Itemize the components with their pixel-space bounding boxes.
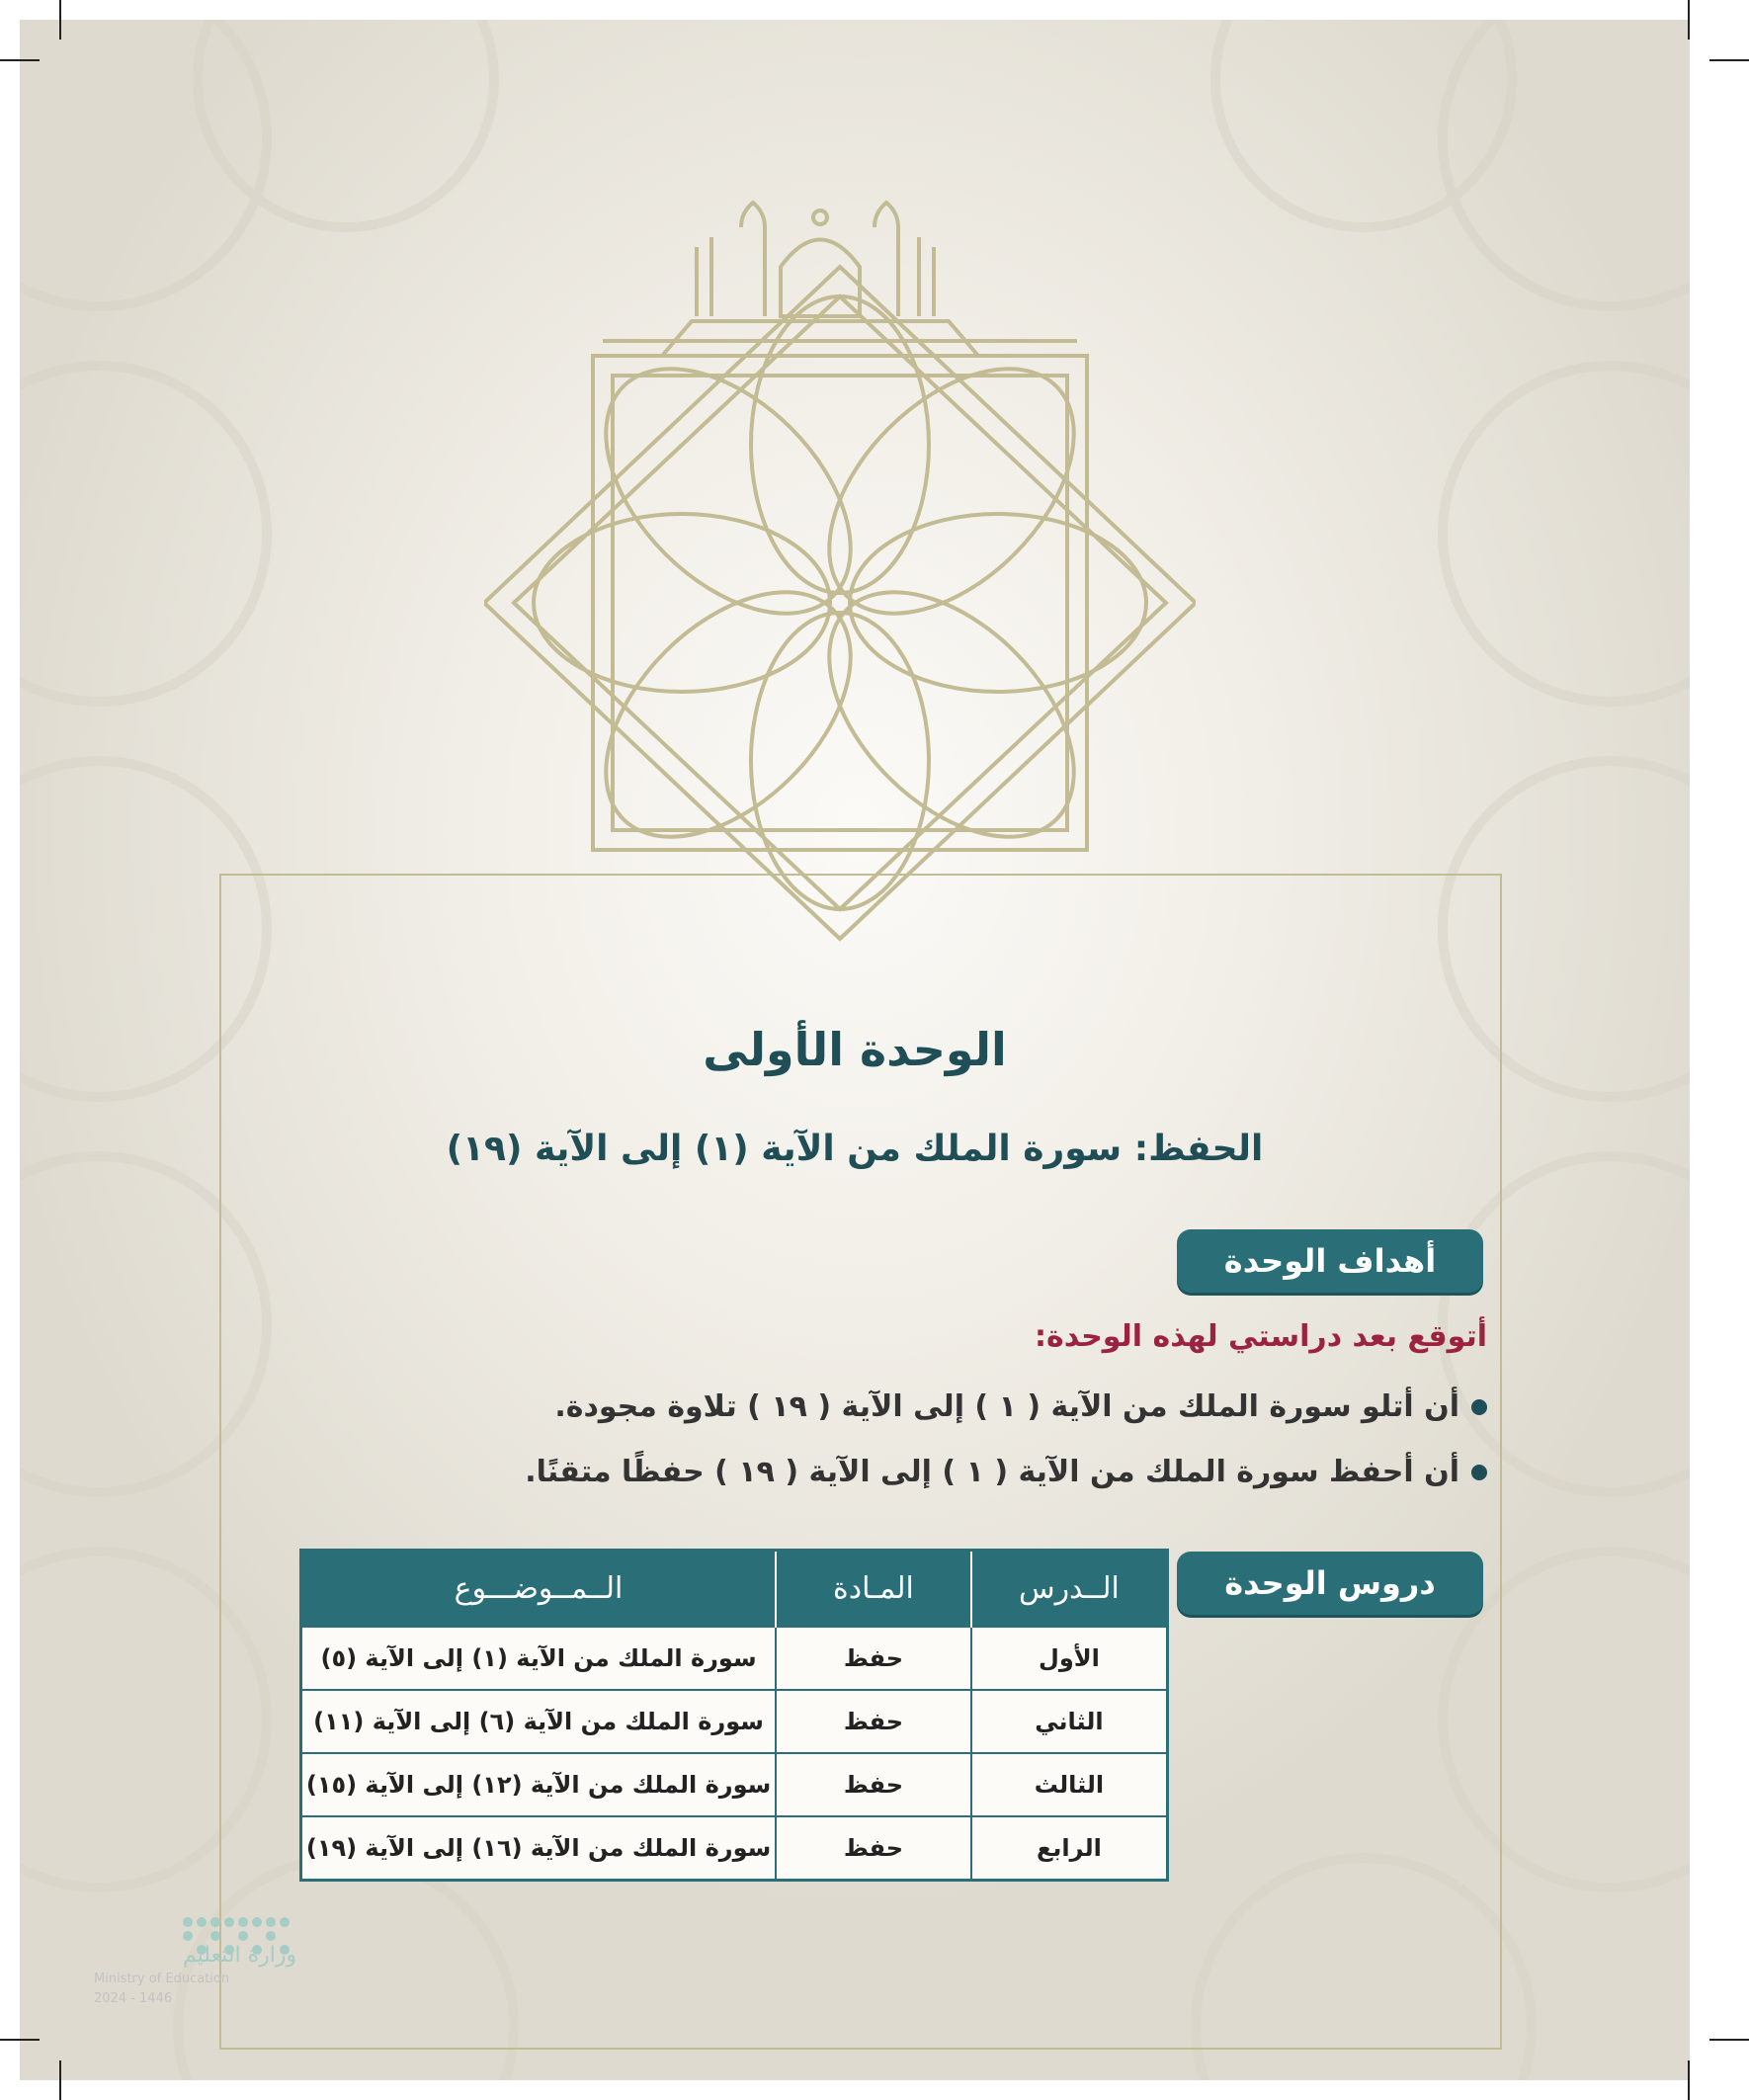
cell-subject: حفظ [776,1627,971,1690]
cell-lesson: الثاني [971,1690,1168,1753]
crop-mark [1709,2039,1749,2041]
cell-topic: سورة الملك من الآية (١) إلى الآية (٥) [301,1627,777,1690]
page [20,20,1690,2080]
goals-intro: أتوقع بعد دراستي لهذه الوحدة: [1035,1319,1487,1354]
goal-item [525,1455,1487,1489]
crop-mark [1709,59,1749,61]
goal-item-text: أن أحفظ سورة الملك من الآية ( ١ ) إلى الآية ( ١٩ ) حفظًا متقنًا. [525,1455,1459,1489]
memorization-line: الحفظ: سورة الملك من الآية (١) إلى الآية (١٩) [446,1129,1264,1169]
unit-title: الوحدة الأولى [703,1023,1007,1076]
lessons-heading: دروس الوحدة [1177,1552,1483,1615]
table-row [301,1753,1168,1816]
table-row [301,1816,1168,1881]
crop-mark [1688,2060,1690,2100]
ministry-year: 2024 - 1446 [94,1991,173,2006]
lessons-table [299,1549,1169,1882]
crop-mark [0,59,40,61]
header-subject: المـادة [776,1551,971,1628]
ministry-name-english: Ministry of Education [94,1972,230,1986]
cell-lesson: الرابع [971,1816,1168,1881]
crop-mark [59,2060,61,2100]
cell-subject: حفظ [776,1690,971,1753]
crop-mark [0,2039,40,2041]
cell-topic: سورة الملك من الآية (١٢) إلى الآية (١٥) [301,1753,777,1816]
cell-topic: سورة الملك من الآية (١٦) إلى الآية (١٩) [301,1816,777,1881]
cell-subject: حفظ [776,1816,971,1881]
header-lesson: الــدرس [971,1551,1168,1628]
bullet-dot-icon [1471,1399,1487,1415]
table-header-row [301,1551,1168,1628]
goals-heading: أهداف الوحدة [1177,1229,1483,1293]
cell-lesson: الثالث [971,1753,1168,1816]
header-topic: الــمــوضـــوع [301,1551,777,1628]
table-row [301,1627,1168,1690]
cell-subject: حفظ [776,1753,971,1816]
bullet-dot-icon [1471,1465,1487,1480]
goal-item [554,1389,1487,1424]
goal-item-text: أن أتلو سورة الملك من الآية ( ١ ) إلى الآية ( ١٩ ) تلاوة مجودة. [554,1389,1459,1424]
cell-topic: سورة الملك من الآية (٦) إلى الآية (١١) [301,1690,777,1753]
ministry-name-arabic: وزارة التعليم [183,1943,297,1968]
mosque-star-ornament [484,119,1196,988]
table-row [301,1690,1168,1753]
crop-mark [59,0,61,40]
crop-mark [1688,0,1690,40]
cell-lesson: الأول [971,1627,1168,1690]
